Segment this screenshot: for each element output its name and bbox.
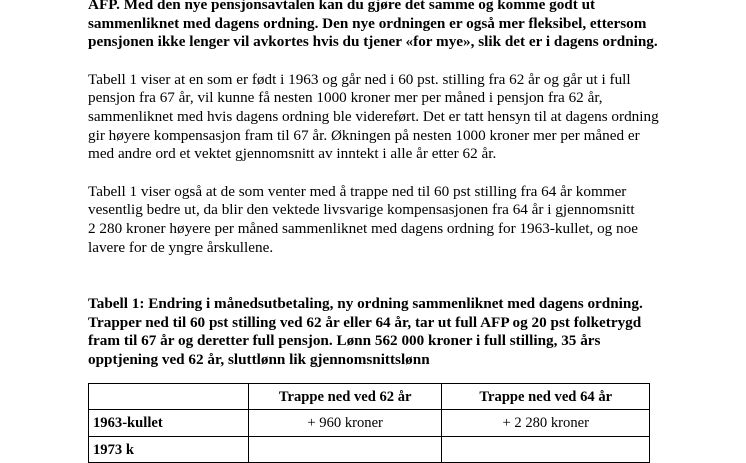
text-line: fram til 67 år og deretter full pensjon. Lønn 562 000 kroner i full stilling, 35 års: [88, 332, 688, 351]
table-header-cell: Trappe ned ved 64 år: [442, 383, 650, 410]
table-cell: [442, 436, 650, 463]
document-page: [88, 0, 688, 463]
paragraph-1: [88, 71, 688, 164]
text-line: pensjonen ikke lenger vil avkortes hvis du tjener «for mye», slik det er i dagens ordning.: [88, 33, 688, 52]
table-cell: [248, 436, 442, 463]
table-row: [89, 436, 650, 463]
table-header-cell: [89, 383, 249, 410]
row-label: 1963-kullet: [89, 410, 249, 437]
text-line: opptjening ved 62 år, sluttlønn lik gjennomsnittslønn: [88, 351, 688, 370]
text-line: Tabell 1 viser at en som er født i 1963 og går ned i 60 pst. stilling fra 62 år og går ut i full: [88, 71, 688, 90]
table-caption: [88, 295, 688, 369]
text-line: Trapper ned til 60 pst stilling ved 62 år eller 64 år, tar ut full AFP og 20 pst folketrygd: [88, 314, 688, 333]
text-line: sammenliknet med dagens ordning. Den nye ordningen er også mer fleksibel, ettersom: [88, 15, 688, 34]
row-label: 1973 k: [89, 436, 249, 463]
text-line: sammenliknet med hvis dagens ordning ble videreført. Det er tatt hensyn til at dagens ordning: [88, 108, 688, 127]
table-row: [89, 410, 650, 437]
text-line: 2 280 kroner høyere per måned sammenliknet med dagens ordning for 1963-kullet, og noe: [88, 220, 688, 239]
text-line: AFP. Med den nye pensjonsavtalen kan du gjøre det samme og komme godt ut: [88, 0, 688, 15]
table-header-row: [89, 383, 650, 410]
paragraph-2: [88, 183, 688, 257]
text-line: med andre ord et vektet gjennomsnitt av inntekt i alle år etter 62 år.: [88, 145, 688, 164]
text-line: lavere for de yngre årskullene.: [88, 239, 688, 258]
intro-paragraph: [88, 0, 688, 52]
text-line: Tabell 1 viser også at de som venter med å trappe ned til 60 pst stilling fra 64 år kommer: [88, 183, 688, 202]
text-line: Tabell 1: Endring i månedsutbetaling, ny ordning sammenliknet med dagens ordning.: [88, 295, 688, 314]
text-line: gir høyere kompensasjon fram til 67 år. Økningen på nesten 1000 kroner mer per måned er: [88, 127, 688, 146]
text-line: pensjon fra 67 år, vil kunne få nesten 1000 kroner mer per måned i pensjon fra 62 år,: [88, 89, 688, 108]
text-line: vesentlig bedre ut, da blir den vektede livsvarige kompensasjonen fra 64 år i gjennomsnitt: [88, 201, 688, 220]
table-cell: + 2 280 kroner: [442, 410, 650, 437]
table-cell: + 960 kroner: [248, 410, 442, 437]
table-header-cell: Trappe ned ved 62 år: [248, 383, 442, 410]
comparison-table: [88, 383, 650, 463]
